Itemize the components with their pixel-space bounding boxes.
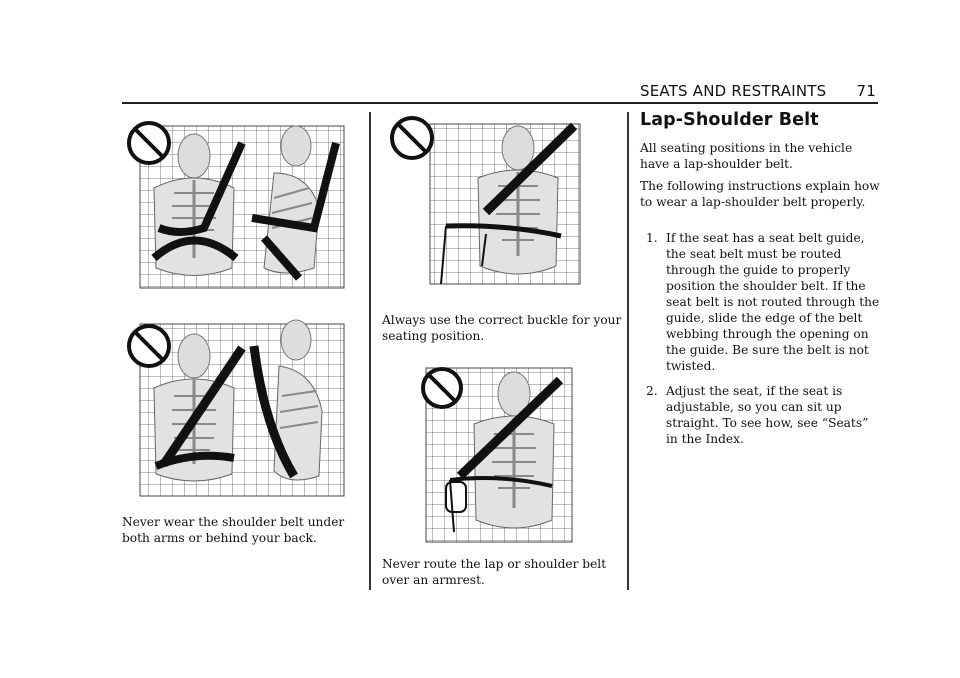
page-number: 71 bbox=[856, 82, 876, 100]
illustration-wrong-buckle bbox=[386, 116, 582, 288]
illustration-belt-over-armrest bbox=[420, 360, 576, 544]
step-number: 2. bbox=[646, 384, 658, 398]
step-number: 1. bbox=[646, 231, 658, 245]
column-divider-right bbox=[627, 112, 629, 590]
step-text: If the seat has a seat belt guide, the seat belt must be routed through the guide to properly position the shoulder belt. If the seat belt is not routed through the guide, slide the edge of the belt webbing through the opening on the guide. Be sure the belt is not twisted. bbox=[666, 231, 880, 373]
caption-belt-under-arms: Never wear the shoulder belt under both arms or behind your back. bbox=[122, 515, 345, 545]
column-divider-left bbox=[369, 112, 371, 590]
section-heading: Lap-Shoulder Belt bbox=[640, 110, 819, 130]
instruction-list bbox=[640, 230, 880, 456]
section-title: SEATS AND RESTRAINTS bbox=[640, 82, 827, 100]
paragraph-intro: All seating positions in the vehicle have a lap-shoulder belt. bbox=[640, 141, 853, 171]
caption-correct-buckle: Always use the correct buckle for your seating position. bbox=[382, 313, 622, 343]
list-item bbox=[640, 383, 880, 447]
illustration-belt-behind-back bbox=[124, 316, 346, 498]
step-text: Adjust the seat, if the seat is adjustable, so you can sit up straight. To see how, see “Seats” in the Index. bbox=[666, 384, 869, 446]
caption-armrest: Never route the lap or shoulder belt over an armrest. bbox=[382, 557, 607, 587]
illustration-belt-under-arms bbox=[124, 118, 346, 290]
header-rule bbox=[122, 102, 878, 104]
list-item bbox=[640, 230, 880, 374]
paragraph-instructions: The following instructions explain how to wear a lap-shoulder belt properly. bbox=[640, 179, 880, 209]
